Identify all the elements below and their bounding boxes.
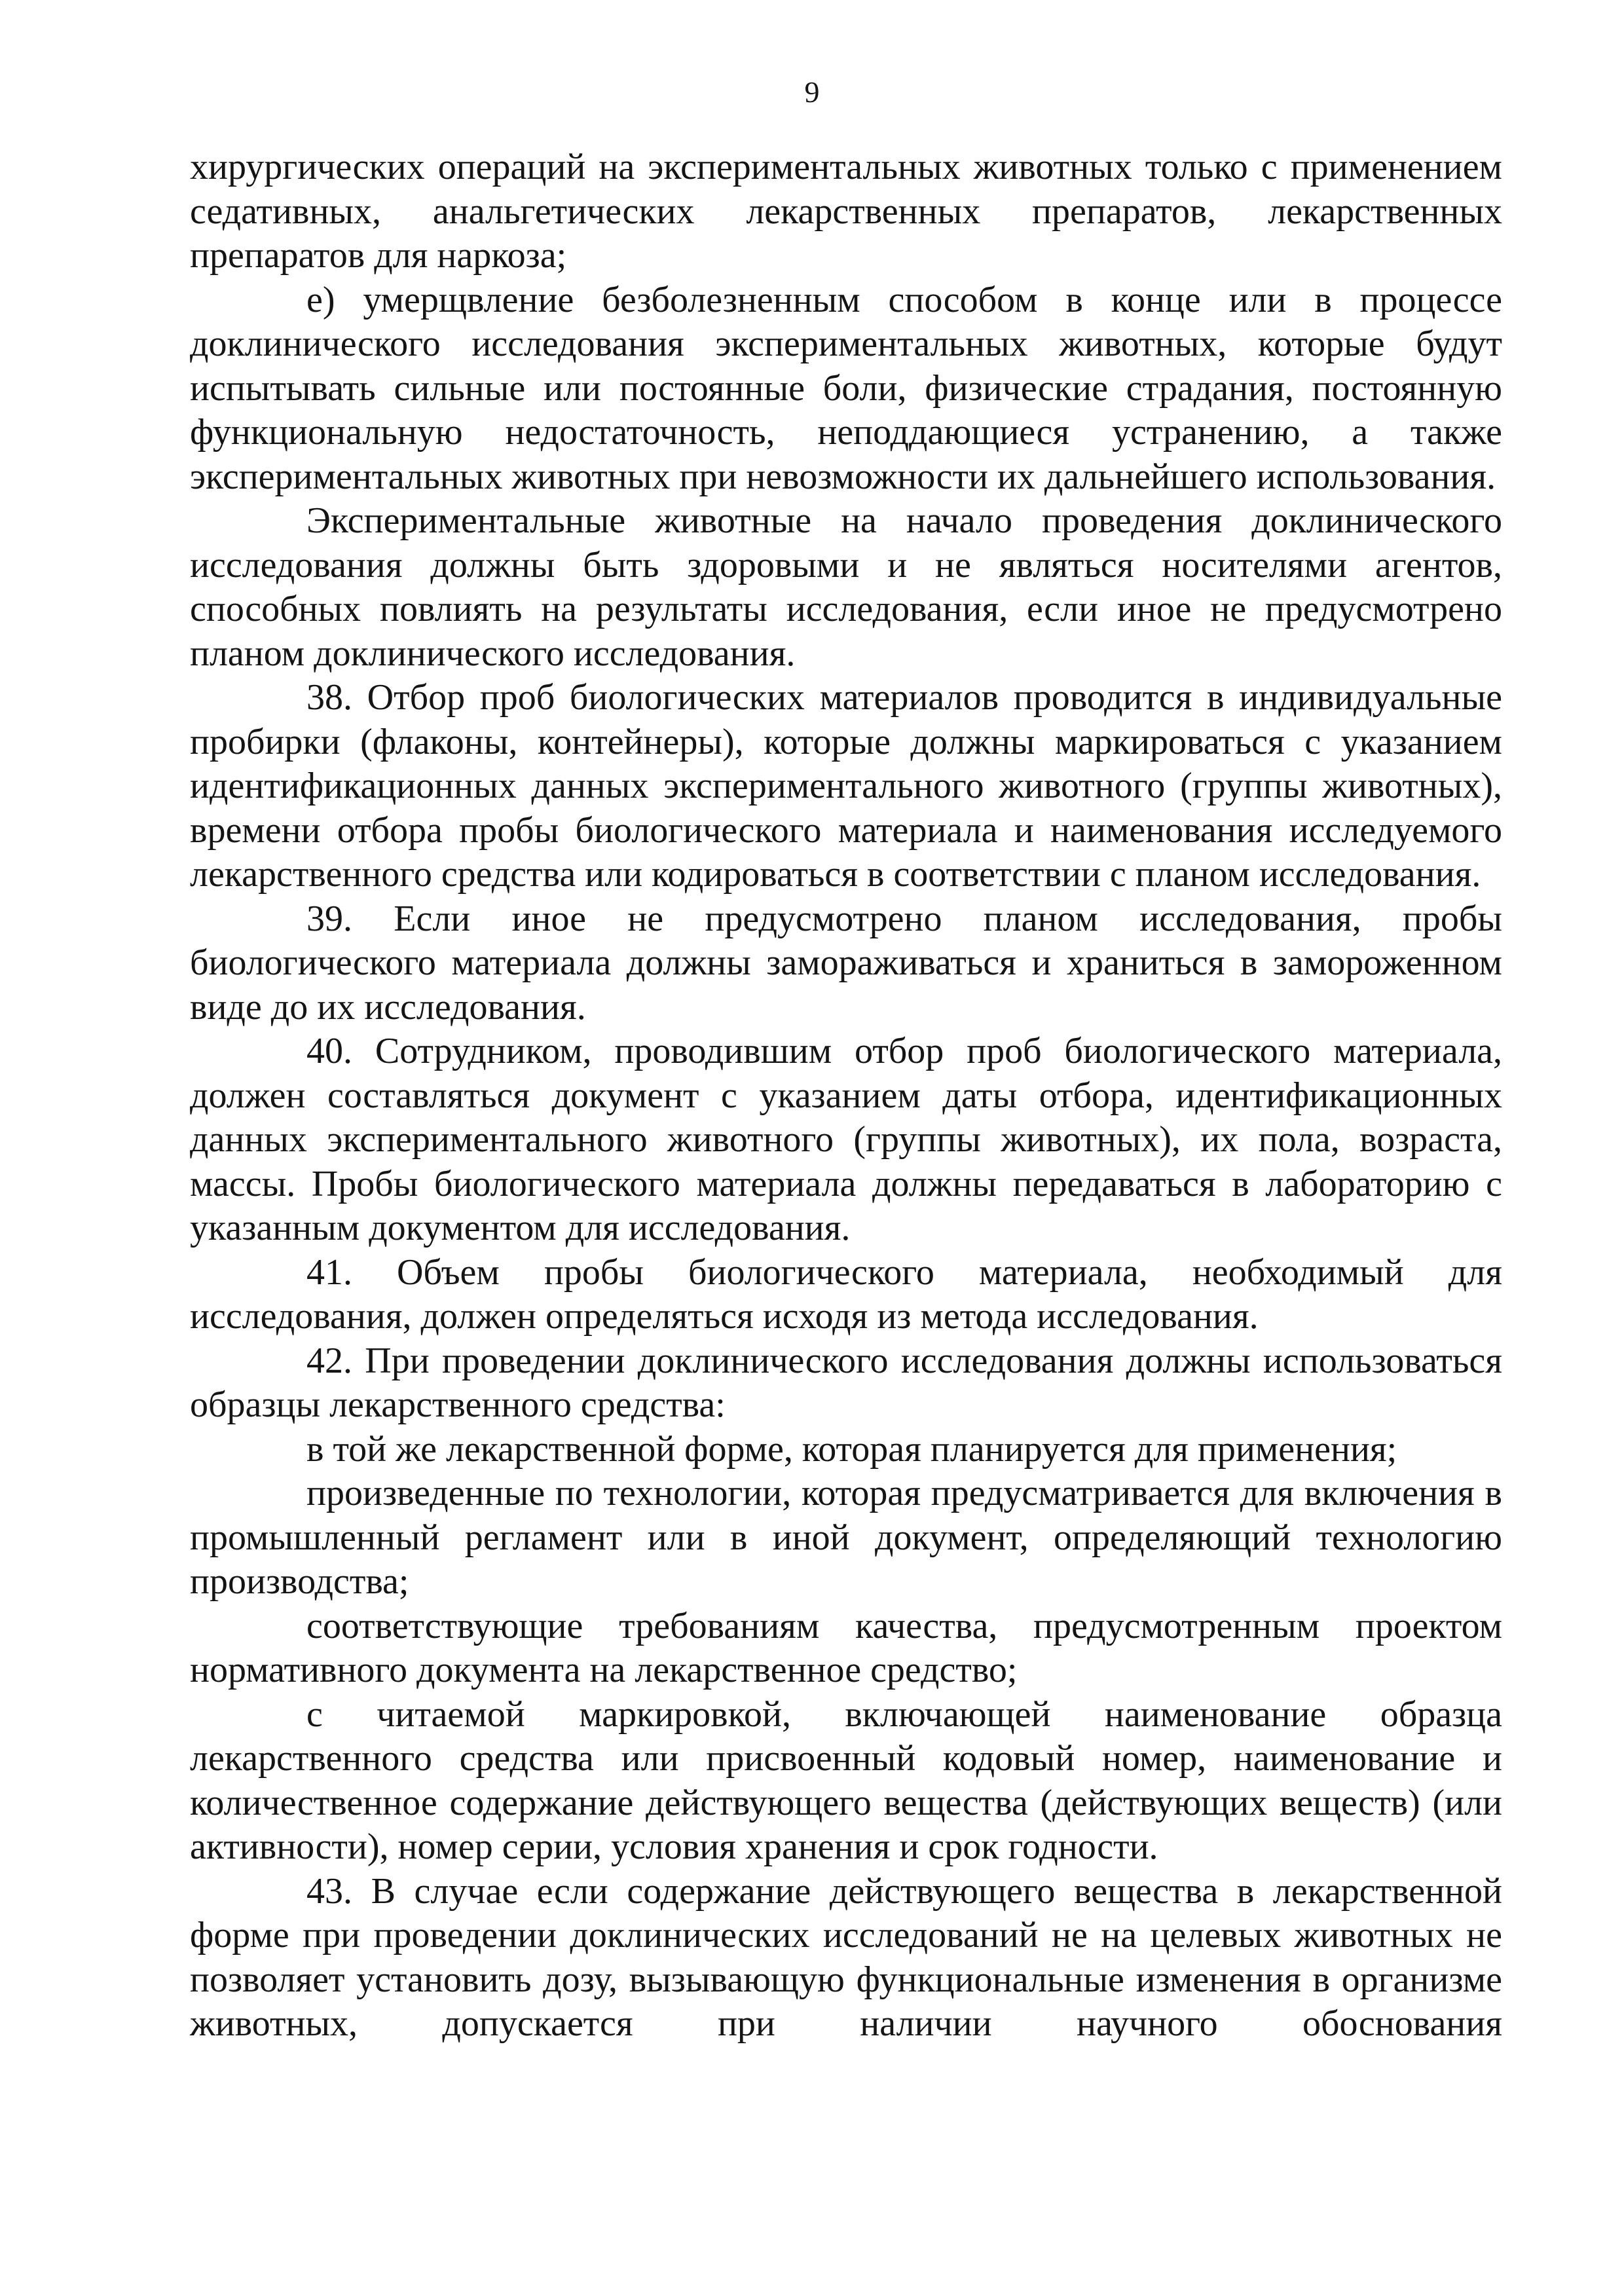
paragraph-clause-41: 41. Объем пробы биологического материала, необходимый для исследования, должен определяться исходя из метода исследования. (190, 1251, 1502, 1337)
paragraph-animal-health: Экспериментальные животные на начало проведения доклинического исследования должны быть здоровыми и не являться носителями агентов, способных повлиять на результаты исследования, если иное не предусмотрено планом доклинического исследования. (190, 500, 1502, 674)
paragraph-clause-39: 39. Если иное не предусмотрено планом исследования, пробы биологического материала должны замораживаться и храниться в замороженном виде до их исследования. (190, 898, 1502, 1028)
document-body (190, 145, 1502, 2046)
page-number: 9 (804, 75, 820, 109)
paragraph-clause-40: 40. Сотрудником, проводившим отбор проб биологического материала, должен составляться документ с указанием даты отбора, идентификационных данных экспериментального животного (группы животных), их пола, возраста, массы. Пробы биологического материала должны передаваться в лабораторию с указанным документом для исследования. (190, 1031, 1502, 1248)
paragraph-clause-42: 42. При проведении доклинического исследования должны использоваться образцы лекарственного средства: (190, 1340, 1502, 1425)
paragraph-labeling: с читаемой маркировкой, включающей наименование образца лекарственного средства или присвоенный кодовый номер, наименование и количественное содержание действующего вещества (действующих веществ) (или активности), номер серии, условия хранения и срок годности. (190, 1694, 1502, 1867)
paragraph-quality: соответствующие требованиям качества, предусмотренным проектом нормативного документа на лекарственное средство; (190, 1605, 1502, 1690)
paragraph-surgical-operations: хирургических операций на экспериментальных животных только с применением седативных, анальгетических лекарственных препаратов, лекарственных препаратов для наркоза; (190, 147, 1502, 276)
paragraph-clause-38: 38. Отбор проб биологических материалов проводится в индивидуальные пробирки (флаконы, контейнеры), которые должны маркироваться с указанием идентификационных данных экспериментального животного (группы животных), времени отбора пробы биологического материала и наименования исследуемого лекарственного средства или кодироваться в соответствии с планом исследования. (190, 677, 1502, 895)
paragraph-technology: произведенные по технологии, которая предусматривается для включения в промышленный регламент или в иной документ, определяющий технологию производства; (190, 1473, 1502, 1602)
paragraph-item-e-euthanasia: е) умерщвление безболезненным способом в конце или в процессе доклинического исследования экспериментальных животных, которые будут испытывать сильные или постоянные боли, физические страдания, постоянную функциональную недостаточность, неподдающиеся устранению, а также экспериментальных животных при невозможности их дальнейшего использования. (190, 279, 1502, 497)
paragraph-clause-43: 43. В случае если содержание действующего вещества в лекарственной форме при проведении доклинических исследований не на целевых животных не позволяет установить дозу, вызывающую функциональные изменения в организме животных, допускается при наличии научного обоснования (190, 1870, 1502, 2044)
paragraph-dosage-form: в той же лекарственной форме, которая планируется для применения; (306, 1428, 1397, 1470)
